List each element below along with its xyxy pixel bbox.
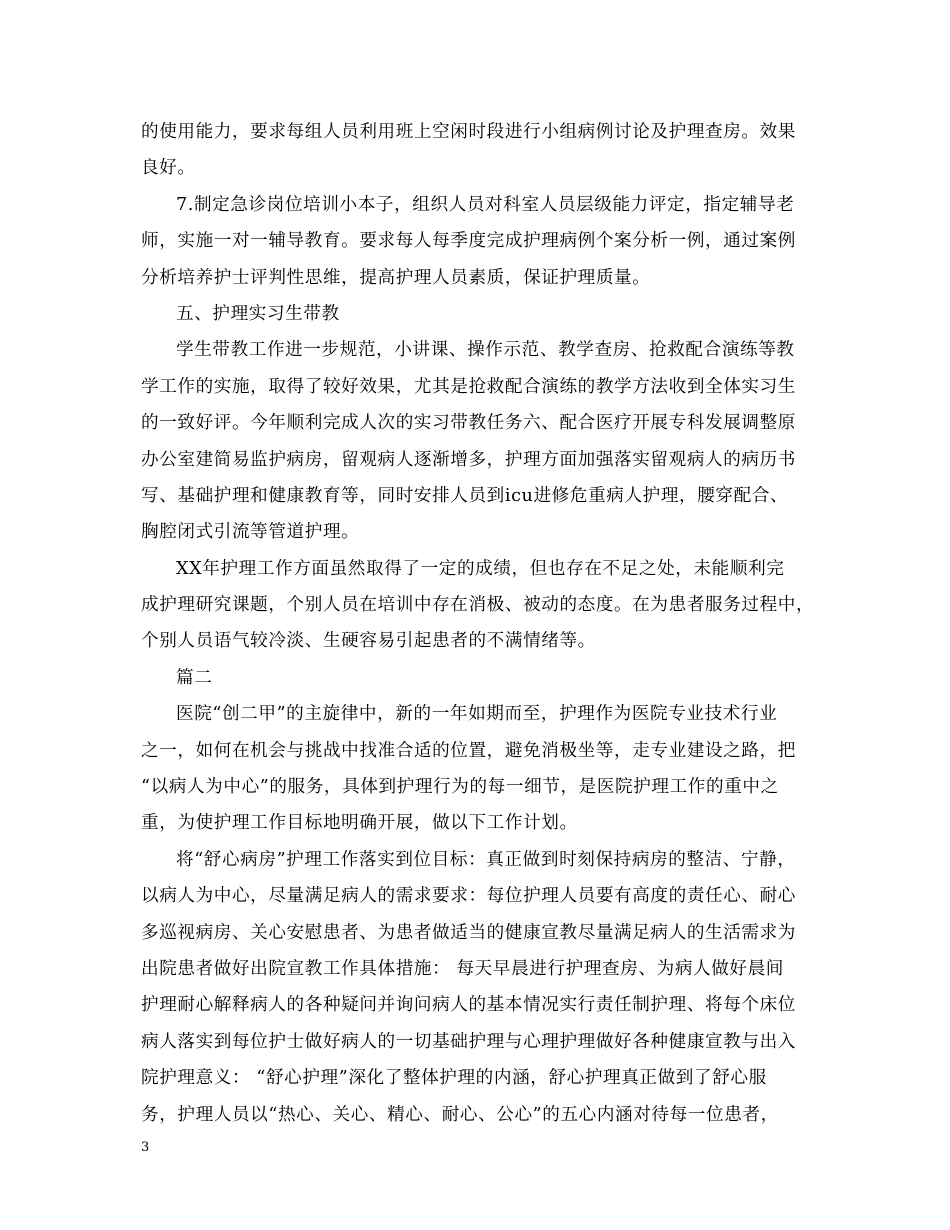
text-line: XX年护理工作方面虽然取得了一定的成绩，但也存在不足之处，未能顺利完: [176, 558, 785, 579]
text-line: 重，为使护理工作目标地明确开展，做以下工作计划。: [141, 813, 578, 834]
text-line: 学生带教工作进一步规范，小讲课、操作示范、教学查房、抢救配合演练等教: [176, 340, 795, 361]
text-line: 个别人员语气较冷淡、生硬容易引起患者的不满情绪等。: [141, 631, 596, 652]
text-line: 院护理意义： “舒心护理”深化了整体护理的内涵，舒心护理真正做到了舒心服: [141, 1068, 767, 1089]
text-line: 成护理研究课题，个别人员在培训中存在消极、被动的态度。在为患者服务过程中，: [141, 595, 815, 616]
text-line: 分析培养护士评判性思维，提高护理人员素质，保证护理质量。: [141, 267, 651, 288]
text-line: 将“舒心病房”护理工作落实到位目标：真正做到时刻保持病房的整洁、宁静，: [176, 849, 796, 870]
text-line: 写、基础护理和健康教育等，同时安排人员到icu进修危重病人护理，腰穿配合、: [141, 485, 789, 506]
text-line: 良好。: [141, 158, 196, 179]
text-line: 出院患者做好出院宣教工作具体措施： 每天早晨进行护理查房、为病人做好晨间: [141, 958, 784, 979]
text-line: 多巡视病房、关心安慰患者、为患者做适当的健康宣教尽量满足病人的生活需求为: [141, 922, 796, 943]
text-line: 病人落实到每位护士做好病人的一切基础护理与心理护理做好各种健康宣教与出入: [141, 1031, 796, 1052]
text-line: 护理耐心解释病人的各种疑问并询问病人的基本情况实行责任制护理、将每个床位: [141, 995, 796, 1016]
text-line: 医院“创二甲”的主旋律中，新的一年如期而至，护理作为医院专业技术行业: [176, 704, 778, 725]
text-line: 学工作的实施，取得了较好效果，尤其是抢救配合演练的教学方法收到全体实习生: [141, 376, 796, 397]
section-heading: 篇二: [176, 667, 213, 688]
text-line: 之一，如何在机会与挑战中找准合适的位置，避免消极坐等，走专业建设之路，把: [141, 740, 796, 761]
text-line: 师，实施一对一辅导教育。要求每人每季度完成护理病例个案分析一例，通过案例: [141, 231, 796, 252]
text-line: 的一致好评。今年顺利完成人次的实习带教任务六、配合医疗开展专科发展调整原: [141, 413, 796, 434]
text-line: 胸腔闭式引流等管道护理。: [141, 522, 360, 543]
text-line: 的使用能力，要求每组人员利用班上空闲时段进行小组病例讨论及护理查房。效果: [141, 122, 796, 142]
section-heading: 五、护理实习生带教: [176, 303, 340, 324]
text-line: 以病人为中心，尽量满足病人的需求要求：每位护理人员要有高度的责任心、耐心: [141, 886, 796, 907]
text-line: 务，护理人员以“热心、关心、精心、耐心、公心”的五心内涵对待每一位患者，: [141, 1104, 779, 1125]
body-text: [141, 114, 831, 1133]
page-number: 3: [141, 1140, 150, 1155]
text-line: 7.制定急诊岗位培训小本子，组织人员对科室人员层级能力评定，指定辅导老: [176, 194, 795, 215]
text-line: “以病人为中心”的服务，具体到护理行为的每一细节，是医院护理工作的重中之: [141, 777, 779, 798]
text-line: 办公室建简易监护病房，留观病人逐渐增多，护理方面加强落实留观病人的病历书: [141, 449, 796, 470]
